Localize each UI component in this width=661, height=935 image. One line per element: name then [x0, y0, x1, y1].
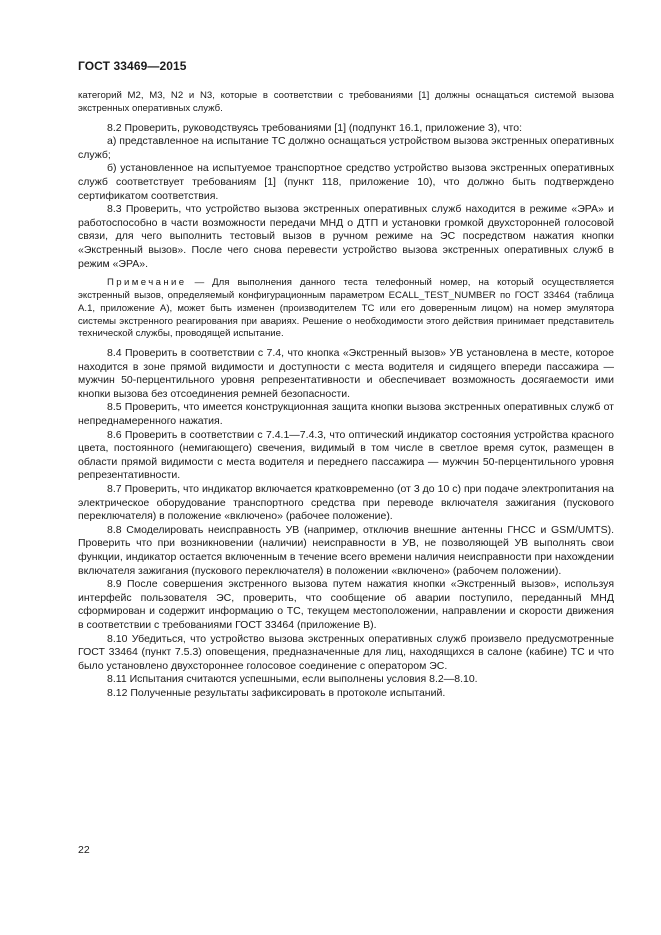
paragraph-8-7: 8.7 Проверить, что индикатор включается кратковременно (от 3 до 10 с) при подаче электропитания на электрическое оборудование транспортного средства при переводе включателя зажигания (пускового переключателя) в положение «включено» (рабочее положение). [78, 483, 614, 523]
paragraph-8-2-a: а) представленное на испытание ТС должно оснащаться устройством вызова экстренных оперативных служб; [78, 135, 614, 161]
page-number: 22 [78, 844, 90, 856]
standard-title: ГОСТ 33469—2015 [78, 59, 187, 73]
note-label: Примечание [107, 277, 187, 289]
paragraph-8-4: 8.4 Проверить в соответствии с 7.4, что кнопка «Экстренный вызов» УВ установлена в месте, которое находится в зоне прямой видимости и доступности с места водителя и сидящего впереди пассажира — мужчин 50-перцентильного уровня репрезентативности и обеспечивает возможность досягаемости ими кнопки вызова без отсоединения ремней безопасности. [78, 347, 614, 400]
paragraph-8-10: 8.10 Убедиться, что устройство вызова экстренных оперативных служб произвело предусмотренные ГОСТ 33464 (пункт 7.5.3) оповещения, предназначенные для лиц, находящихся в салоне (кабине) ТС и что было установлено двухстороннее голосовое соединение с оператором ЭС. [78, 632, 614, 672]
paragraph-continuation: категорий М2, М3, N2 и N3, которые в соответствии с требованиями [1] должны оснащаться системой вызова экстренных оперативных служб. [78, 90, 614, 114]
paragraph-8-3: 8.3 Проверить, что устройство вызова экстренных оперативных служб находится в режиме «ЭРА» и работоспособно в части возможности передачи МНД о ДТП и установки громкой двухсторонней голосовой связи, для чего выполнить тестовый вызов в ручном режиме на ЭС посредством нажатия кнопки «Экстренный вызов». После чего снова перевести устройство вызова экстренных оперативных служб в режим «ЭРА». [78, 203, 614, 270]
paragraph-8-2: 8.2 Проверить, руководствуясь требованиями [1] (подпункт 16.1, приложение 3), что: [107, 121, 522, 134]
paragraph-8-2-b: б) установленное на испытуемое транспортное средство устройство вызова экстренных оперативных служб соответствует требованиям [1] (пункт 118, приложение 10), что должно быть подтверждено сертификатом соответствия. [78, 162, 614, 202]
paragraph-8-12: 8.12 Полученные результаты зафиксировать в протоколе испытаний. [107, 686, 446, 699]
note-text: — Для выполнения данного теста телефонный номер, на который осуществляется экстренный вызов, определяемый конфигурационным параметром ECALL_TEST_NUMBER по ГОСТ 33464 (таблица А.1, приложение А), может быть изменен (производителем ТС или его доверенным лицом) на номер эмулятора системы экстренного реагирования при авариях. Решение о необходимости этого действия принимает представитель технической службы, проводящей испытание. [78, 277, 614, 340]
paragraph-8-6: 8.6 Проверить в соответствии с 7.4.1—7.4.3, что оптический индикатор состояния устройства красного цвета, постоянного (немигающего) свечения, видимый в том числе в светлое время суток, размещен в области прямой видимости с места водителя и переднего пассажира — мужчин 50-перцентильного уровня репрезентативности. [78, 428, 614, 482]
document-body [78, 90, 614, 701]
paragraph-8-9: 8.9 После совершения экстренного вызова путем нажатия кнопки «Экстренный вызов», используя интерфейс пользователя ЭС, проверить, что сообщение об аварии поступило, переданный МНД сформирован и содержит информацию о ТС, текущем местоположении, направлении и скорости движения в соответствии с требованиями ГОСТ 33464 (приложение В). [78, 578, 614, 631]
paragraph-8-11: 8.11 Испытания считаются успешными, если выполнены условия 8.2—8.10. [107, 673, 478, 686]
note [78, 277, 614, 341]
paragraph-8-8: 8.8 Смоделировать неисправность УВ (например, отключив внешние антенны ГНСС и GSM/UMTS). Проверить что при возникновении (наличии) неисправности в УВ, не позволяющей УВ выполнять свои функции, индикатор остается включенным в течение всего времени наличия неисправности при нахождении включателя зажигания (пускового переключателя) в положении «включено» (рабочем положении). [78, 523, 614, 577]
paragraph-8-5: 8.5 Проверить, что имеется конструкционная защита кнопки вызова экстренных оперативных служб от непреднамеренного нажатия. [78, 401, 614, 428]
